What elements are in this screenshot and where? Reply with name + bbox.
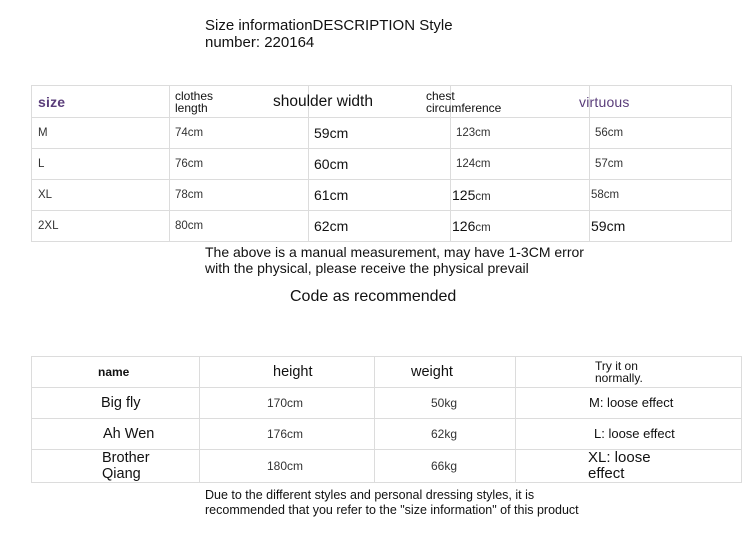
size-row (32, 149, 732, 180)
chest-header-line2: circumference (426, 100, 502, 115)
person-fit-line1: XL: loose (588, 449, 651, 466)
virtuous-header: virtuous (579, 93, 630, 110)
code-title: Code as recommended (290, 288, 457, 305)
shoulder-cell: 61cm (309, 180, 451, 211)
virtuous-cell: 58cm (590, 180, 732, 211)
chest-unit: cm (475, 191, 491, 203)
chest-cell: 124cm (451, 149, 590, 180)
person-weight-cell: 50kg (375, 388, 516, 419)
shoulder-cell: 59cm (309, 118, 451, 149)
measurement-note-line2: with the physical, please receive the physical prevail (205, 260, 529, 276)
measurement-note (205, 244, 635, 276)
size-cell: 2XL (32, 211, 170, 242)
chest-number: 126 (452, 218, 476, 234)
chest-header-cell (426, 86, 590, 118)
recommendation-note-line1: Due to the different styles and personal dressing styles, it is (205, 488, 535, 502)
person-weight-cell: 66kg (375, 450, 516, 483)
shoulder-width-header: shoulder width (273, 92, 373, 110)
virtuous-header-cell (579, 86, 732, 118)
height-header: height (200, 357, 375, 388)
size-cell: M (32, 118, 170, 149)
person-height-cell: 180cm (200, 450, 375, 483)
code-row (32, 419, 742, 450)
person-weight-cell: 62kg (375, 419, 516, 450)
header-line-1: Size informationDESCRIPTION Style (205, 17, 453, 34)
measurement-note-line1: The above is a manual measurement, may have 1-3CM error (205, 244, 584, 260)
size-row (32, 211, 732, 242)
shoulder-cell: 62cm (309, 211, 451, 242)
person-fit-cell: L: loose effect (516, 419, 742, 450)
length-cell: 80cm (170, 211, 309, 242)
chest-cell (451, 211, 590, 242)
person-fit-cell (516, 450, 742, 483)
person-name-cell: Big fly (32, 388, 200, 419)
code-table-header-row (32, 357, 742, 388)
clothes-length-header-line1: clothes (175, 88, 214, 103)
try-header-line2: normally. (595, 371, 643, 385)
size-cell: XL (32, 180, 170, 211)
person-height-cell: 176cm (200, 419, 375, 450)
person-name-cell (32, 450, 200, 483)
size-header-cell (32, 86, 170, 118)
size-header: size (38, 93, 66, 110)
length-cell: 76cm (170, 149, 309, 180)
virtuous-cell: 57cm (590, 149, 732, 180)
length-cell: 78cm (170, 180, 309, 211)
recommendation-note-line2: recommended that you refer to the "size information" of this product (205, 503, 579, 517)
size-row (32, 118, 732, 149)
size-table-header-row (32, 86, 732, 118)
chest-header-line1: chest (426, 88, 455, 103)
weight-header: weight (375, 357, 516, 388)
code-table (31, 356, 742, 483)
size-table (31, 85, 732, 242)
person-fit-cell: M: loose effect (516, 388, 742, 419)
length-cell: 74cm (170, 118, 309, 149)
chest-cell: 123cm (451, 118, 590, 149)
name-header: name (32, 357, 200, 388)
shoulder-cell: 60cm (309, 149, 451, 180)
code-row (32, 450, 742, 483)
person-fit-line2: effect (588, 465, 625, 482)
recommendation-note (205, 488, 645, 518)
try-header-line1: Try it on (595, 359, 638, 373)
size-row (32, 180, 732, 211)
person-name-line1: Brother (102, 450, 150, 466)
person-name-cell: Ah Wen (32, 419, 200, 450)
code-row (32, 388, 742, 419)
person-height-cell: 170cm (200, 388, 375, 419)
person-name-line2: Qiang (102, 466, 141, 482)
chest-unit: cm (475, 222, 491, 234)
chest-number: 125 (452, 187, 476, 203)
header-text (205, 17, 505, 51)
virtuous-cell: 56cm (590, 118, 732, 149)
virtuous-cell: 59cm (590, 211, 732, 242)
header-line-2: number: 220164 (205, 34, 315, 51)
chest-cell (451, 180, 590, 211)
size-cell: L (32, 149, 170, 180)
clothes-length-header-line2: length (175, 100, 208, 115)
try-header-cell (516, 357, 742, 388)
